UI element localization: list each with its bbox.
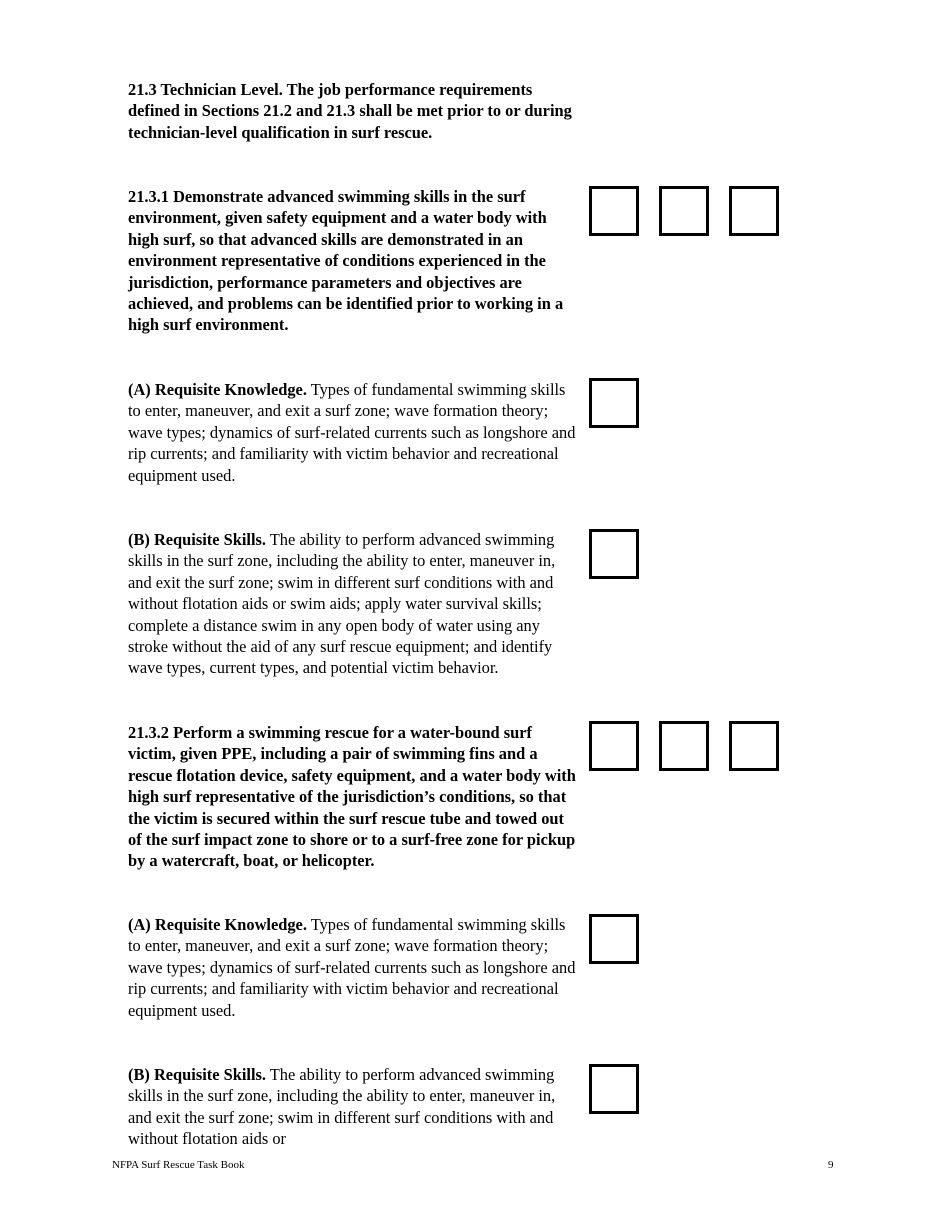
signoff-checkbox-21-3-2-3[interactable] xyxy=(729,721,779,771)
footer-title: NFPA Surf Rescue Task Book xyxy=(112,1159,245,1171)
signoff-checkbox-21-3-1-b[interactable] xyxy=(589,529,639,579)
section-21-3-text: 21.3 Technician Level. The job performance requirements defined in Sections 21.2 and 21.3 shall be met prior to or during technician-level qualification in surf rescue. xyxy=(128,80,572,142)
section-21-3-2-text: 21.3.2 Perform a swimming rescue for a water-bound surf victim, given PPE, including a pair of swimming fins and a rescue flotation device, safety equipment, and a water body with high surf representative of the jurisdiction’s conditions, so that the victim is secured within the surf rescue tube and towed out of the surf impact zone to shore or to a surf-free zone for pickup by a watercraft, boat, or helicopter. xyxy=(128,723,576,871)
requisite-knowledge-body: Types of fundamental swimming skills to enter, maneuver, and exit a surf zone; wave formation theory; wave types; dynamics of surf-related currents such as longshore and rip currents; and familiarity with victim behavior and recreational equipment used. xyxy=(128,380,576,485)
signoff-checkbox-21-3-1-2[interactable] xyxy=(659,186,709,236)
signoff-checkbox-21-3-2-1[interactable] xyxy=(589,721,639,771)
requisite-knowledge-body: Types of fundamental swimming skills to enter, maneuver, and exit a surf zone; wave formation theory; wave types; dynamics of surf-related currents such as longshore and rip currents; and familiarity with victim behavior and recreational equipment used. xyxy=(128,915,576,1020)
signoff-checkbox-21-3-1-1[interactable] xyxy=(589,186,639,236)
section-21-3-1-text: 21.3.1 Demonstrate advanced swimming skills in the surf environment, given safety equipment and a water body with high surf, so that advanced skills are demonstrated in an environment representative of conditions experienced in the jurisdiction, performance parameters and objectives are achieved, and problems can be identified prior to working in a high surf environment. xyxy=(128,187,564,335)
requisite-knowledge-label: (A) Requisite Knowledge. xyxy=(128,380,307,399)
signoff-checkbox-21-3-2-b[interactable] xyxy=(589,1064,639,1114)
requisite-skills-21-3-2 xyxy=(128,1064,576,1150)
requisite-skills-label: (B) Requisite Skills. xyxy=(128,530,266,549)
requisite-skills-label: (B) Requisite Skills. xyxy=(128,1065,266,1084)
signoff-checkbox-21-3-2-a[interactable] xyxy=(589,914,639,964)
requisite-skills-body: The ability to perform advanced swimming skills in the surf zone, including the ability to enter, maneuver in, and exit the surf zone; swim in different surf conditions with and without flotation aids or swim aids; apply water survival skills; complete a distance swim in any open body of water using any stroke without the aid of any surf rescue equipment; and identify wave types, current types, and potential victim behavior. xyxy=(128,530,556,678)
requisite-knowledge-21-3-1 xyxy=(128,379,576,486)
signoff-checkbox-21-3-2-2[interactable] xyxy=(659,721,709,771)
signoff-checkbox-21-3-1-a[interactable] xyxy=(589,378,639,428)
requisite-skills-body: The ability to perform advanced swimming skills in the surf zone, including the ability to enter, maneuver in, and exit the surf zone; swim in different surf conditions with and without flotation aids or xyxy=(128,1065,556,1149)
requisite-knowledge-label: (A) Requisite Knowledge. xyxy=(128,915,307,934)
requisite-knowledge-21-3-2 xyxy=(128,914,576,1021)
requisite-skills-21-3-1 xyxy=(128,529,576,679)
page-number: 9 xyxy=(828,1159,834,1171)
signoff-checkbox-21-3-1-3[interactable] xyxy=(729,186,779,236)
